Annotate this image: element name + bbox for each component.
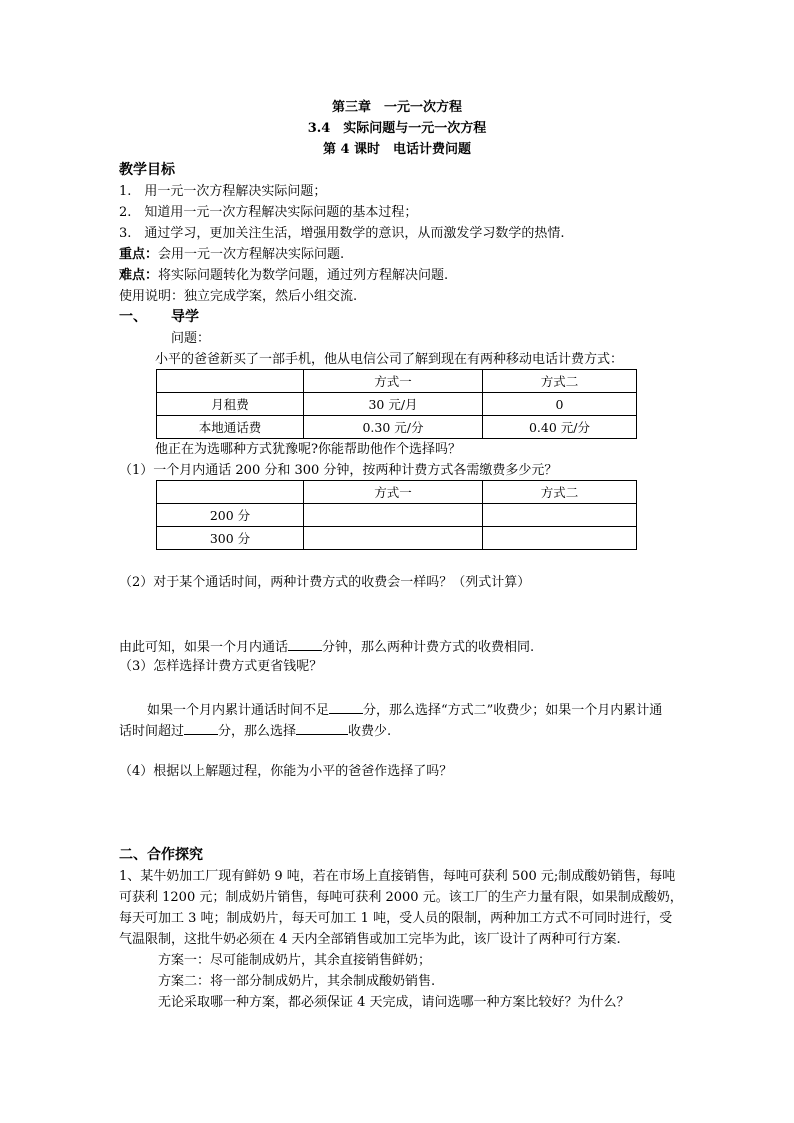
problem-line: 1、某牛奶加工厂现有鲜奶 9 吨，若在市场上直接销售，每吨可获利 500 元;制成酸奶销售，每吨	[119, 869, 676, 884]
conclusion-text: 由此可知，如果一个月内通话	[119, 640, 289, 655]
key-point-label: 重点：	[119, 247, 159, 262]
table-cell: 0.40 元/分	[483, 416, 637, 439]
section2-title: 二、合作探究	[119, 847, 203, 863]
table-row	[157, 416, 637, 439]
question-1: （1）一个月内通话 200 分和 300 分钟，按两种计费方式各需缴费多少元？	[119, 463, 558, 478]
question-3: （3）怎样选择计费方式更省钱呢？	[119, 659, 323, 674]
section1-title: 导学	[171, 309, 199, 325]
billing-methods-table	[156, 369, 637, 439]
table-cell: 0.30 元/分	[304, 416, 483, 439]
goal-item: 2. 知道用一元一次方程解决实际问题的基本过程；	[119, 205, 418, 220]
table-cell: 200 分	[157, 504, 304, 527]
table-cell	[157, 370, 304, 393]
question-label: 问题：	[171, 331, 211, 346]
plan-2: 方案二：将一部分制成奶片，其余制成酸奶销售.	[158, 974, 436, 989]
goal-item: 1. 用一元一次方程解决实际问题；	[119, 184, 327, 199]
final-question: 无论采取哪一种方案，都必须保证 4 天完成，请问选哪一种方案比较好？为什么？	[158, 995, 630, 1010]
table-row	[157, 527, 637, 550]
table-header-cell: 方式二	[483, 370, 637, 393]
key-point-text: 会用一元一次方程解决实际问题.	[158, 247, 345, 262]
problem-line: 气温限制，这批牛奶必须在 4 天内全部销售或加工完毕为此，该厂设计了两种可行方案.	[119, 932, 621, 947]
fill-line-1	[147, 700, 662, 719]
answer-blank[interactable]	[329, 700, 363, 714]
answer-blank[interactable]	[296, 721, 348, 735]
table-cell: 月租费	[157, 393, 304, 416]
fill-text: 分，那么选择“方式二”收费少；如果一个月内累计通	[363, 703, 663, 718]
fill-text: 收费少.	[348, 724, 392, 739]
fill-text: 如果一个月内累计通话时间不足	[147, 703, 330, 718]
lesson-title: 第 4 课时 电话计费问题	[322, 142, 472, 157]
difficulty-point	[119, 267, 448, 284]
problem-line: 每天可加工 3 吨；制成奶片，每天可加工 1 吨，受人员的限制，两种加工方式不可同时进行，受	[119, 911, 673, 926]
fill-text: 话时间超过	[119, 724, 185, 739]
table-cell: 30 元/月	[304, 393, 483, 416]
table-header-cell: 方式一	[304, 370, 483, 393]
table-row	[157, 504, 637, 527]
answer-cell[interactable]	[304, 504, 483, 527]
section1-number: 一、	[119, 309, 147, 325]
section-title: 3.4 实际问题与一元一次方程	[307, 121, 487, 136]
table-header-cell: 方式二	[483, 481, 637, 504]
question-text: 他正在为选哪种方式犹豫呢?你能帮助他作个选择吗？	[155, 442, 461, 457]
answer-cell[interactable]	[304, 527, 483, 550]
key-point	[119, 246, 344, 263]
answer-blank[interactable]	[184, 721, 218, 735]
question-4: （4）根据以上解题过程，你能为小平的爸爸作选择了吗？	[119, 764, 453, 779]
problem-line: 可获利 1200 元；制成奶片销售，每吨可获利 2000 元。该工厂的生产力量有限，如果制成酸奶，	[119, 890, 683, 905]
table-cell: 0	[483, 393, 637, 416]
chapter-title: 第三章 一元一次方程	[331, 100, 462, 115]
goal-item: 3. 通过学习，更加关注生活，增强用数学的意识，从而激发学习数学的热情.	[119, 226, 565, 241]
question-2: （2）对于某个通话时间，两种计费方式的收费会一样吗？（列式计算）	[119, 575, 531, 590]
answer-cell[interactable]	[483, 504, 637, 527]
table-cell: 300 分	[157, 527, 304, 550]
usage-note: 使用说明：独立完成学案，然后小组交流.	[119, 289, 358, 304]
table-cell: 本地通话费	[157, 416, 304, 439]
conclusion-text: 分钟，那么两种计费方式的收费相同.	[322, 640, 535, 655]
cost-table	[156, 480, 637, 550]
plan-1: 方案一：尽可能制成奶片，其余直接销售鲜奶；	[158, 953, 432, 968]
table-row	[157, 370, 637, 393]
table-row	[157, 481, 637, 504]
goals-heading: 教学目标	[119, 162, 175, 178]
fill-line-2	[119, 721, 391, 740]
problem-intro: 小平的爸爸新买了一部手机，他从电信公司了解到现在有两种移动电话计费方式：	[155, 352, 624, 367]
difficulty-text: 将实际问题转化为数学问题，通过列方程解决问题.	[158, 268, 449, 283]
answer-blank[interactable]	[288, 637, 322, 651]
table-cell	[157, 481, 304, 504]
fill-text: 分，那么选择	[218, 724, 297, 739]
answer-cell[interactable]	[483, 527, 637, 550]
table-header-cell: 方式一	[304, 481, 483, 504]
conclusion-line	[119, 637, 534, 656]
table-row	[157, 393, 637, 416]
difficulty-label: 难点：	[119, 268, 159, 283]
